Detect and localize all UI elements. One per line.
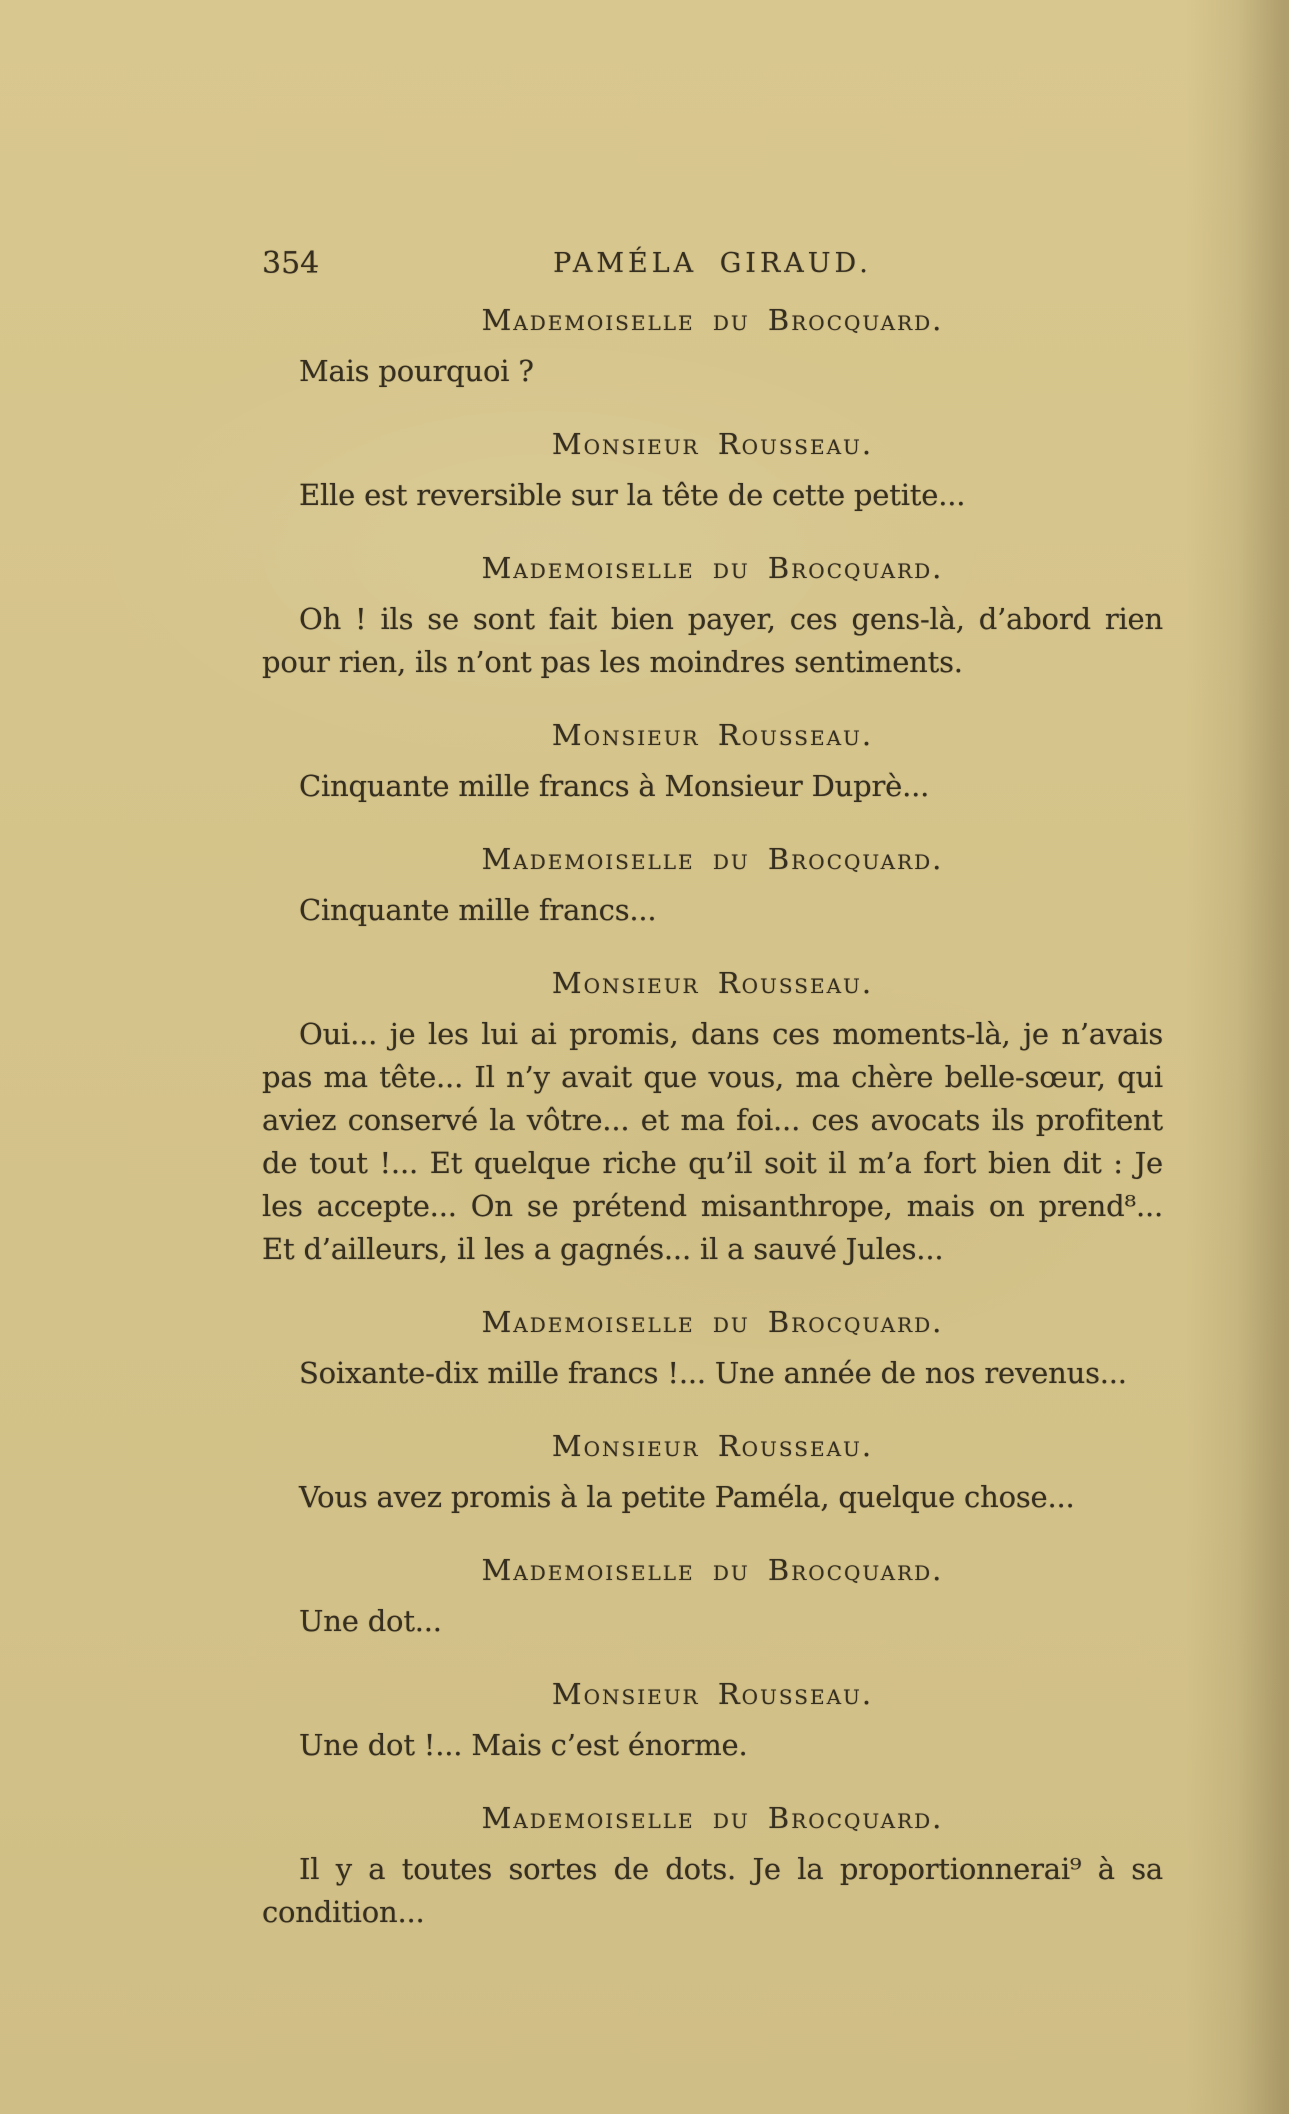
dialogue-block bbox=[262, 1302, 1163, 1395]
running-title: PAMÉLA GIRAUD. bbox=[553, 248, 872, 279]
dialogue-block bbox=[262, 548, 1163, 684]
speech-text: Une dot... bbox=[299, 1604, 442, 1638]
speaker-name: Mademoiselle du Brocquard. bbox=[481, 1305, 944, 1339]
dialogue-block bbox=[262, 715, 1163, 808]
dialogue-block bbox=[262, 839, 1163, 932]
speaker-name: Mademoiselle du Brocquard. bbox=[481, 1801, 944, 1835]
speaker-name: Mademoiselle du Brocquard. bbox=[481, 303, 944, 337]
speaker-name: Monsieur Rousseau. bbox=[551, 718, 874, 752]
speaker-name: Monsieur Rousseau. bbox=[551, 1429, 874, 1463]
speech-text: Oui... je les lui ai promis, dans ces moments-là, je n’avais pas ma tête... Il n’y avait que vous, ma chère belle-sœur, qui aviez conservé la vôtre... et ma foi... ces avocats ils profitent de tout !... Et quelque riche qu’il soit il m’a fort bien dit : Je les accepte... On se prétend misanthrope, mais on prend⁸... Et d’ailleurs, il les a gagnés... il a sauvé Jules... bbox=[262, 1017, 1163, 1266]
dialogue-block bbox=[262, 300, 1163, 393]
speech-text: Soixante-dix mille francs !... Une année de nos revenus... bbox=[299, 1356, 1127, 1390]
dialogue-block bbox=[262, 1798, 1163, 1934]
speaker-name: Mademoiselle du Brocquard. bbox=[481, 551, 944, 585]
speech-text: Oh ! ils se sont fait bien payer, ces gens-là, d’abord rien pour rien, ils n’ont pas les moindres sentiments. bbox=[262, 602, 1163, 679]
dialogue-block bbox=[262, 963, 1163, 1271]
speech-text: Elle est reversible sur la tête de cette petite... bbox=[299, 478, 966, 512]
speaker-name: Monsieur Rousseau. bbox=[551, 427, 874, 461]
dialogue-list bbox=[262, 300, 1163, 1934]
speech-text: Mais pourquoi ? bbox=[299, 354, 534, 388]
speaker-name: Monsieur Rousseau. bbox=[551, 1677, 874, 1711]
dialogue-block bbox=[262, 1550, 1163, 1643]
speech-text: Cinquante mille francs à Monsieur Duprè... bbox=[299, 769, 930, 803]
speech-text: Il y a toutes sortes de dots. Je la proportionnerai⁹ à sa condition... bbox=[262, 1852, 1163, 1929]
dialogue-block bbox=[262, 424, 1163, 517]
page-number: 354 bbox=[262, 246, 320, 281]
speech-text: Cinquante mille francs... bbox=[299, 893, 657, 927]
speaker-name: Mademoiselle du Brocquard. bbox=[481, 1553, 944, 1587]
dialogue-block bbox=[262, 1674, 1163, 1767]
speech-text: Vous avez promis à la petite Paméla, quelque chose... bbox=[299, 1480, 1075, 1514]
speech-text: Une dot !... Mais c’est énorme. bbox=[299, 1728, 748, 1762]
speaker-name: Monsieur Rousseau. bbox=[551, 966, 874, 1000]
page-header bbox=[262, 246, 1163, 282]
dialogue-block bbox=[262, 1426, 1163, 1519]
speaker-name: Mademoiselle du Brocquard. bbox=[481, 842, 944, 876]
